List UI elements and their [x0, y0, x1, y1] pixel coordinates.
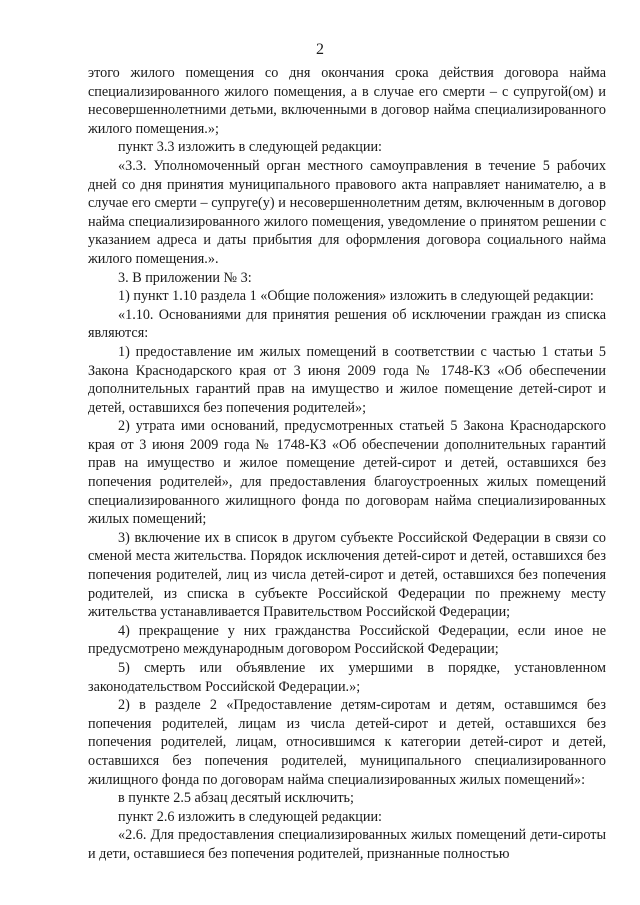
- document-body: [88, 64, 606, 864]
- paragraph-appendix-3: 3. В приложении № 3:: [118, 269, 252, 286]
- paragraph-ground-1: 1) предоставление им жилых помещений в соответствии с частью 1 статьи 5 Закона Краснодарского края от 3 июня 2009 года № 1748-КЗ «Об обеспечении дополнительных гарантий прав на имущество и жилое помещение детей-сирот и детей, оставшихся без попечения родителей»;: [88, 343, 606, 416]
- paragraph-clause-2-6: «2.6. Для предоставления специализированных жилых помещений дети-сироты и дети, оставшиеся без попечения родителей, признанные полностью: [88, 827, 606, 862]
- paragraph-item-1-10: «1.10. Основаниями для принятия решения об исключении граждан из списка являются:: [88, 306, 606, 342]
- paragraph-clause-3-3: «3.3. Уполномоченный орган местного самоуправления в течение 5 рабочих дней со дня принятия муниципального правового акта направляет нанимателю, а в случае его смерти – супруге(у) и несовершеннолетним детям, включенным в договор найма специализированного жилого помещения, уведомление о принятом решении с указанием адреса и даты прибытия для оформления договора социального найма жилого помещения.».: [88, 157, 606, 267]
- paragraph-clause-2-5: в пункте 2.5 абзац десятый исключить;: [118, 790, 354, 807]
- paragraph-ground-3: 3) включение их в список в другом субъекте Российской Федерации в связи со сменой места жительства. Порядок исключения детей-сирот и детей, оставшихся без попечения родителей, лиц из числа детей-сирот и детей, оставшихся без попечения родителей, из списка в субъекте Российской Федерации по прежнему месту жительства устанавливается Правительством Российской Федерации;: [88, 529, 606, 621]
- paragraph-continuation: этого жилого помещения со дня окончания срока действия договора найма специализированного жилого помещения, а в случае его смерти – с супругой(ом) и несовершеннолетними детьми, включенными в договор найма специализированного жилого помещения.»;: [88, 65, 606, 137]
- paragraph-clause-3-3-intro: пункт 3.3 изложить в следующей редакции:: [118, 139, 382, 156]
- paragraph-ground-2: 2) утрата ими оснований, предусмотренных статьей 5 Закона Краснодарского края от 3 июня 2009 года № 1748-КЗ «Об обеспечении дополнительных гарантий прав на имущество и жилое помещение детей-сирот и детей, оставшихся без попечения родителей», для предоставления благоустроенных жилых помещений специализированного жилищного фонда по договорам найма специализированных жилых помещений;: [88, 418, 606, 528]
- paragraph-clause-2-6-intro: пункт 2.6 изложить в следующей редакции:: [118, 808, 382, 825]
- paragraph-ground-5: 5) смерть или объявление их умершими в порядке, установленном законодательством Российской Федерации.»;: [88, 660, 606, 695]
- paragraph-section-2: 2) в разделе 2 «Предоставление детям-сиротам и детям, оставшимся без попечения родителей, лицам из числа детей-сирот и детей, оставшихся без попечения родителей, лицам, относившимся к категории детей-сирот и детей, оставшихся без попечения родителей, муниципального специализированного жилищного фонда по договорам найма специализированных жилых помещений»:: [88, 697, 606, 788]
- page-number: 2: [316, 41, 324, 58]
- paragraph-item-1-10-intro: 1) пункт 1.10 раздела 1 «Общие положения» изложить в следующей редакции:: [118, 288, 594, 305]
- paragraph-ground-4: 4) прекращение у них гражданства Российской Федерации, если иное не предусмотрено международным договором Российской Федерации;: [88, 622, 606, 658]
